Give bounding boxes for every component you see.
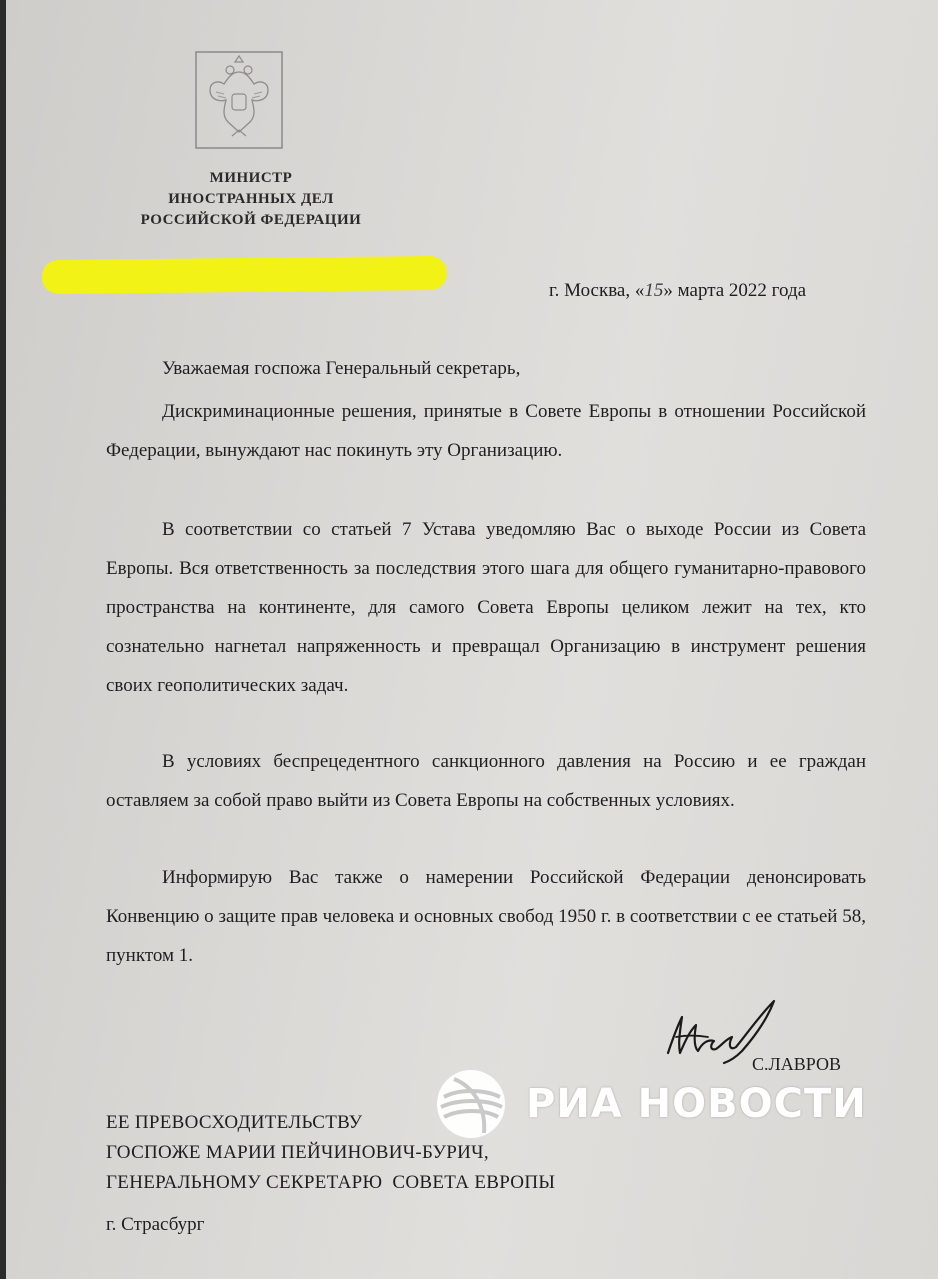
salutation: Уважаемая госпожа Генеральный секретарь, (162, 358, 521, 379)
paragraph-1: Дискриминационные решения, принятые в Совете Европы в отношении Российской Федерации, вынуждают нас покинуть эту Организацию. (106, 401, 866, 461)
ministry-header (106, 168, 396, 231)
paragraph-3: В условиях беспрецедентного санкционного давления на Россию и ее граждан оставляем за собой право выйти из Совета Европы на собственных условиях. (106, 751, 866, 811)
ministry-line-1: МИНИСТР (209, 170, 293, 186)
addressee-line-1: ЕЕ ПРЕВОСХОДИТЕЛЬСТВУ (106, 1112, 363, 1133)
paragraph-4: Информирую Вас также о намерении Российской Федерации денонсировать Конвенцию о защите прав человека и основных свобод 1950 г. в соответствии с ее статьей 58, пунктом 1. (106, 867, 866, 966)
addressee-block (106, 1108, 555, 1198)
ministry-line-3: РОССИЙСКОЙ ФЕДЕРАЦИИ (140, 212, 362, 228)
date-day: 15 (644, 280, 664, 301)
addressee-line-3: ГЕНЕРАЛЬНОМУ СЕКРЕТАРЮ СОВЕТА ЕВРОПЫ (106, 1172, 556, 1193)
watermark-text: РИА НОВОСТИ (526, 1081, 867, 1127)
date-suffix: » марта 2022 года (663, 280, 807, 301)
letter-page (6, 0, 938, 1279)
coat-of-arms-icon (194, 50, 284, 150)
date-prefix: г. Москва, « (549, 280, 645, 301)
ministry-line-2: ИНОСТРАННЫХ ДЕЛ (168, 191, 334, 207)
date-line (549, 280, 806, 302)
redaction-highlight (42, 256, 447, 294)
destination-city: г. Страсбург (106, 1214, 205, 1235)
addressee-line-2: ГОСПОЖЕ МАРИИ ПЕЙЧИНОВИЧ-БУРИЧ, (106, 1142, 489, 1163)
signer-name: С.ЛАВРОВ (752, 1054, 841, 1074)
paragraph-2: В соответствии со статьей 7 Устава уведомляю Вас о выходе России из Совета Европы. Вся ответственность за последствия этого шага для общего гуманитарно-правового пространства на континенте, для самого Совета Европы целиком лежит на тех, кто сознательно нагнетал напряженность и превращал Организацию в инструмент решения своих геополитических задач. (106, 519, 866, 696)
